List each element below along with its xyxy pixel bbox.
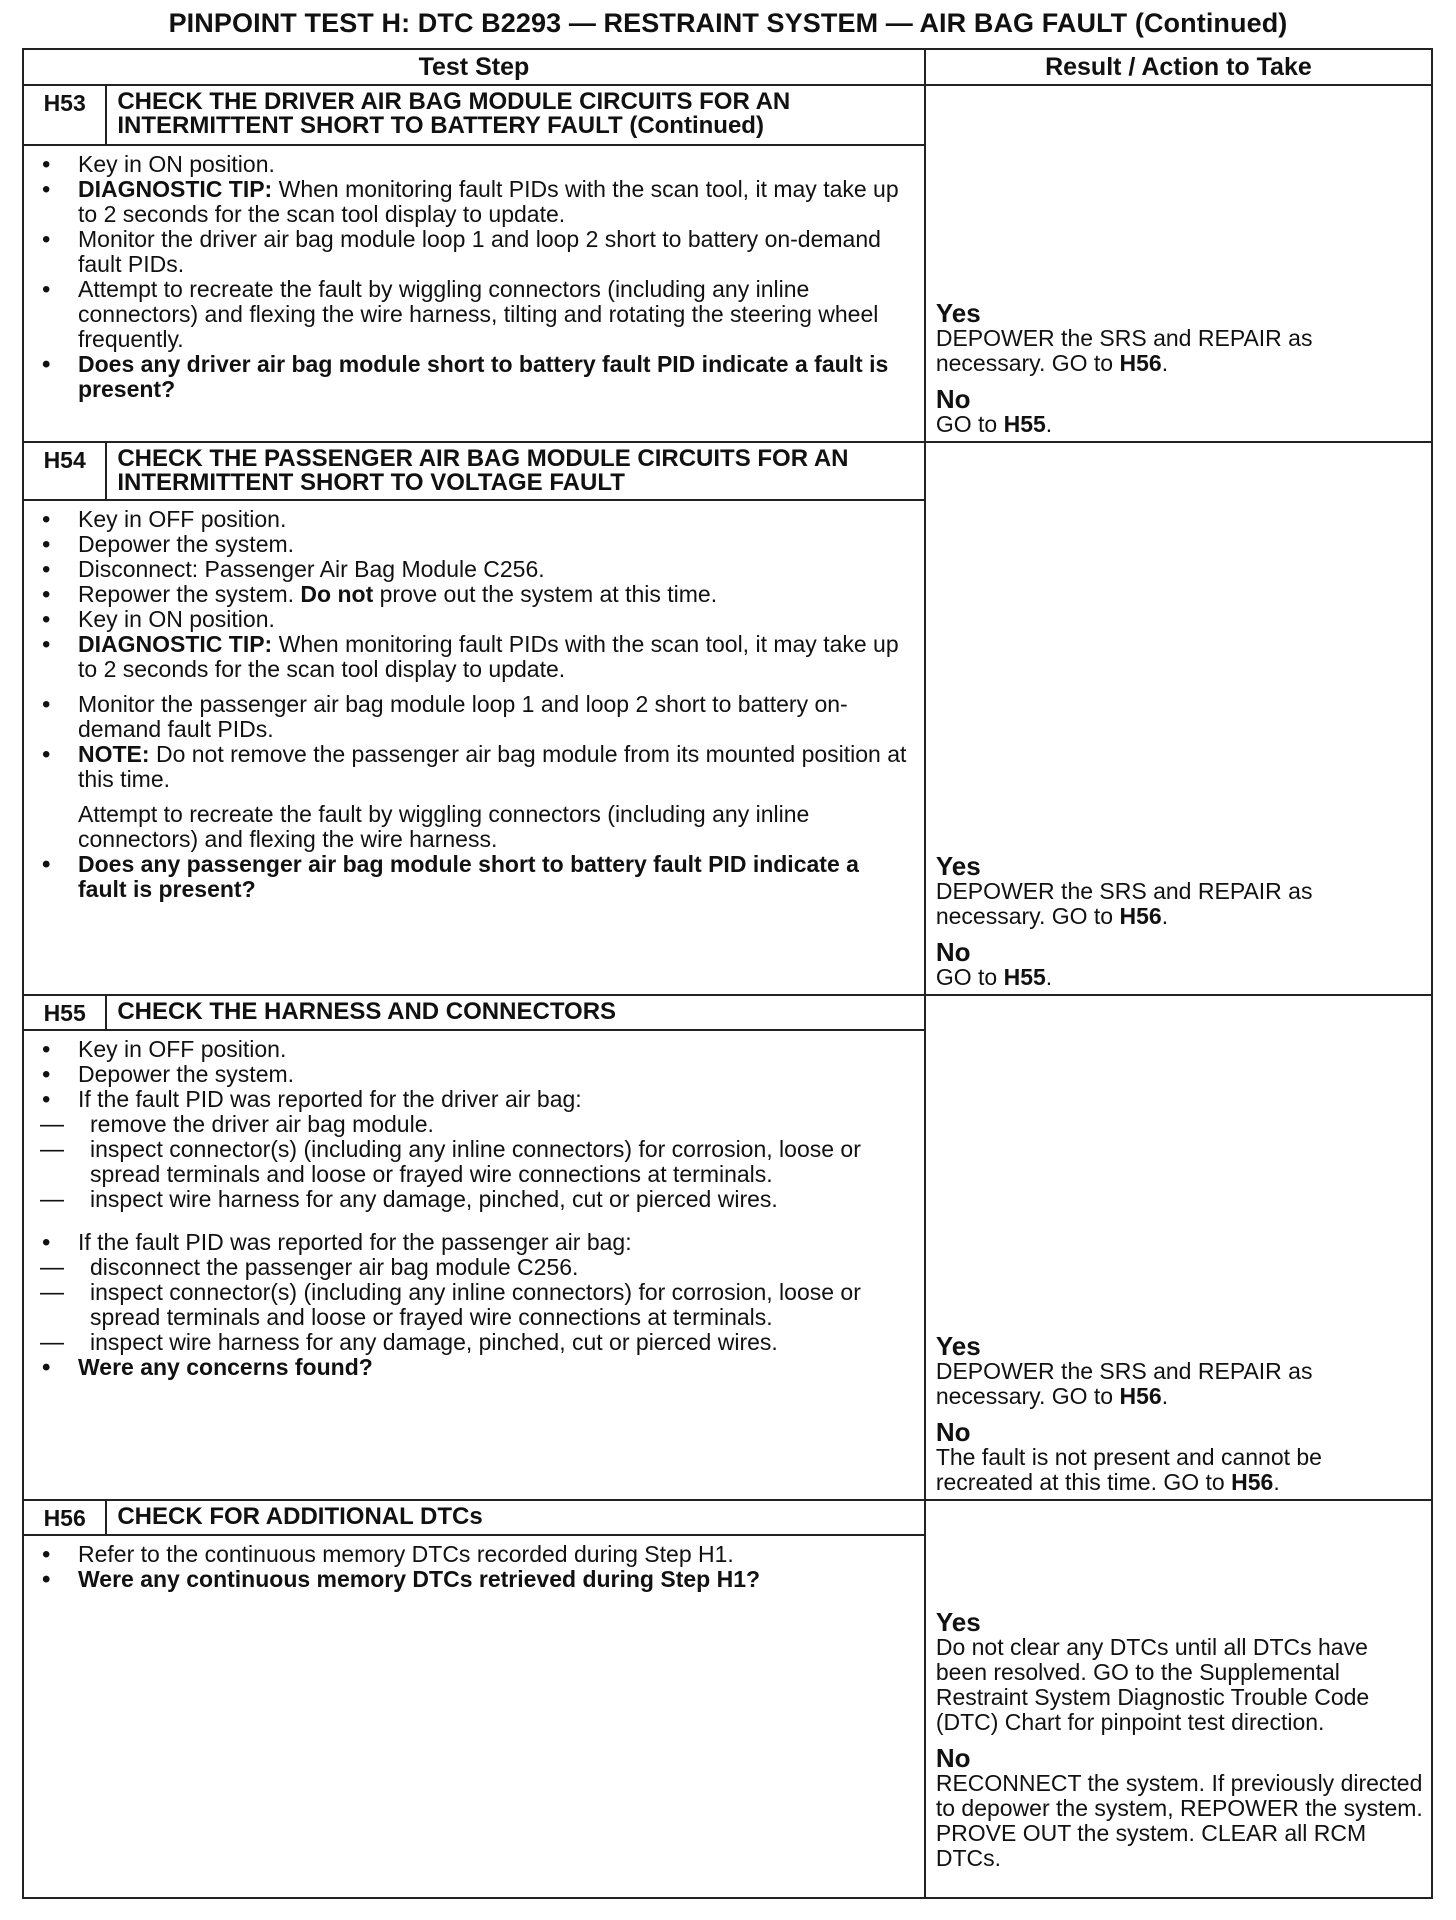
list-item: • Repower the system. Do not prove out the system at this time. [38,582,914,607]
list-item: • Key in ON position. [38,152,914,177]
no-action: RECONNECT the system. If previously directed to depower the system, REPOWER the system. PROVE OUT the system. CLEAR all RCM DTCs. [935,1770,1423,1871]
list-item: • NOTE: Do not remove the passenger air bag module from its mounted position at this time. [38,742,914,792]
list-item: • Attempt to recreate the fault by wiggling connectors (including any inline connectors) and flexing the wire harness, tilting and rotating the steering wheel frequently. [38,277,914,352]
yes-action: DEPOWER the SRS and REPAIR as necessary. GO to H56. [935,878,1313,929]
no-label: No [935,1743,971,1773]
step-title-row [23,85,1432,145]
no-action: GO to H55. [935,964,1053,990]
step-id: H56 [23,1500,106,1535]
no-goto: H55 [1003,964,1046,990]
yes-label: Yes [935,1607,981,1637]
list-item: • Depower the system. [38,532,914,557]
no-goto: H55 [1003,411,1046,437]
yes-label: Yes [935,851,981,881]
yes-action: Do not clear any DTCs until all DTCs have been resolved. GO to the Supplemental Restraint System Diagnostic Trouble Code (DTC) Chart for pinpoint test direction. [935,1634,1370,1735]
list-item: • Does any passenger air bag module short to battery fault PID indicate a fault is present? [38,852,914,902]
list-item: Attempt to recreate the fault by wiggling connectors (including any inline connectors) and flexing the wire harness. [78,801,810,852]
yes-action: DEPOWER the SRS and REPAIR as necessary. GO to H56. [935,325,1313,376]
step-body [23,145,925,442]
yes-label: Yes [935,1331,981,1361]
list-item: • Monitor the driver air bag module loop 1 and loop 2 short to battery on-demand fault PIDs. [38,227,914,277]
step-title: CHECK THE HARNESS AND CONNECTORS [106,995,924,1030]
result-header: Result / Action to Take [925,49,1432,85]
yes-goto: H56 [1119,903,1162,929]
no-label: No [935,937,971,967]
yes-label: Yes [935,298,981,328]
list-item: — inspect connector(s) (including any inline connectors) for corrosion, loose or spread terminals and loose or frayed wire connections at terminals. [38,1137,914,1187]
page-title: PINPOINT TEST H: DTC B2293 — RESTRAINT SYSTEM — AIR BAG FAULT (Continued) [168,8,1288,38]
no-action: GO to H55. [935,411,1053,437]
list-item: — disconnect the passenger air bag module C256. [38,1255,914,1280]
step-title-row [23,1500,1432,1535]
list-item: • Monitor the passenger air bag module loop 1 and loop 2 short to battery on-demand fault PIDs. [38,692,914,742]
list-item: — inspect wire harness for any damage, pinched, cut or pierced wires. [38,1187,914,1212]
list-item: • Refer to the continuous memory DTCs recorded during Step H1. [38,1542,914,1567]
step-title: CHECK THE DRIVER AIR BAG MODULE CIRCUITS FOR AN INTERMITTENT SHORT TO BATTERY FAULT (Continued) [106,85,924,145]
no-label: No [935,1417,971,1447]
list-item: — inspect wire harness for any damage, pinched, cut or pierced wires. [38,1330,914,1355]
yes-action: DEPOWER the SRS and REPAIR as necessary. GO to H56. [935,1358,1313,1409]
no-goto: H56 [1231,1469,1274,1495]
test-step-header: Test Step [23,49,925,85]
list-item: • If the fault PID was reported for the driver air bag: — remove the driver air bag module. — inspect connector(s) (including any inline connectors) for corrosion, loose or spread terminals and loose or frayed wire connections at terminals. — inspect wire harness for any damage, pinched, cut or pierced wires. [38,1087,914,1212]
list-item: — remove the driver air bag module. [38,1112,914,1137]
list-item: • Were any concerns found? [38,1355,914,1380]
yes-goto: H56 [1119,350,1162,376]
step-body [23,1030,925,1500]
step-id: H55 [23,995,106,1030]
list-item: • Does any driver air bag module short to battery fault PID indicate a fault is present? [38,352,914,402]
pinpoint-test-table [22,48,1433,1899]
result-cell [925,442,1432,995]
list-item: • Disconnect: Passenger Air Bag Module C256. [38,557,914,582]
list-item: • DIAGNOSTIC TIP: When monitoring fault PIDs with the scan tool, it may take up to 2 seconds for the scan tool display to update. [38,632,914,682]
list-item: • Key in ON position. [38,607,914,632]
result-cell [925,995,1432,1500]
no-label: No [935,384,971,414]
list-item: • Key in OFF position. [38,1037,914,1062]
list-item: • Depower the system. [38,1062,914,1087]
no-action: The fault is not present and cannot be recreated at this time. GO to H56. [935,1444,1322,1495]
step-title: CHECK FOR ADDITIONAL DTCs [106,1500,924,1535]
step-id: H53 [23,85,106,145]
step-title-row [23,442,1432,500]
list-item: • Were any continuous memory DTCs retrieved during Step H1? [38,1567,914,1592]
list-item: • If the fault PID was reported for the passenger air bag: — disconnect the passenger air bag module C256. — inspect connector(s) (including any inline connectors) for corrosion, loose or spread terminals and loose or frayed wire connections at terminals. — inspect wire harness for any damage, pinched, cut or pierced wires. [38,1230,914,1355]
list-item: • DIAGNOSTIC TIP: When monitoring fault PIDs with the scan tool, it may take up to 2 seconds for the scan tool display to update. [38,177,914,227]
step-body [23,1535,925,1898]
step-title: CHECK THE PASSENGER AIR BAG MODULE CIRCUITS FOR AN INTERMITTENT SHORT TO VOLTAGE FAULT [106,442,924,500]
result-cell [925,85,1432,442]
table-header-row [23,49,1432,85]
result-cell [925,1500,1432,1898]
step-body [23,500,925,995]
step-id: H54 [23,442,106,500]
list-item: • Key in OFF position. [38,507,914,532]
step-title-row [23,995,1432,1030]
list-item: — inspect connector(s) (including any inline connectors) for corrosion, loose or spread terminals and loose or frayed wire connections at terminals. [38,1280,914,1330]
yes-goto: H56 [1119,1383,1162,1409]
